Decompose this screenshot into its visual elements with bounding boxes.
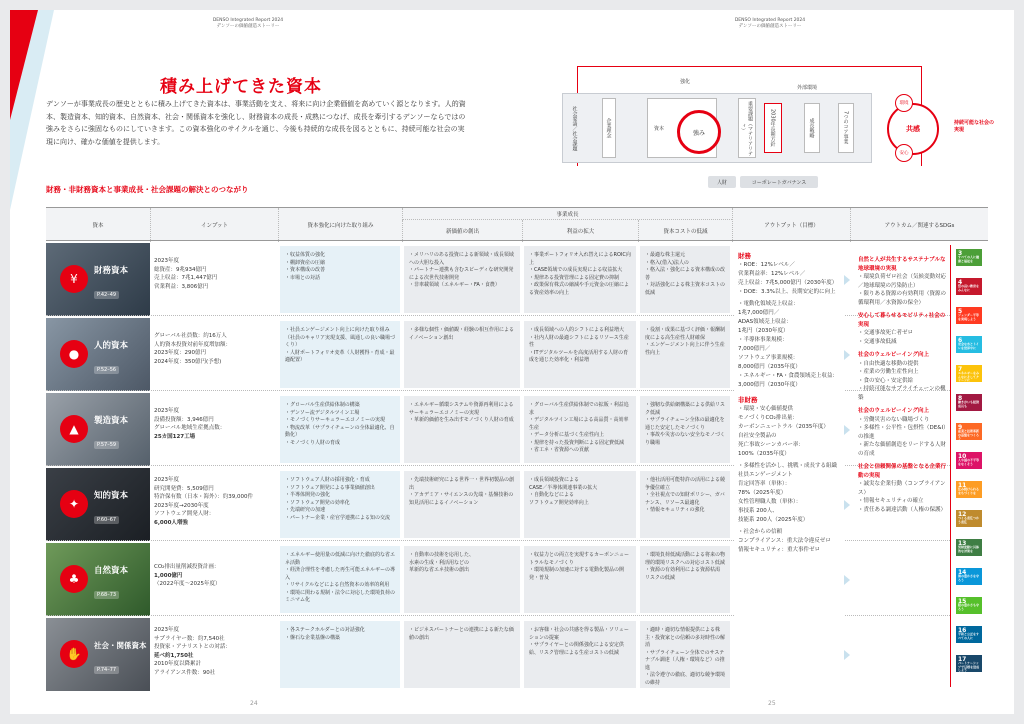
value-creation-diagram: [562, 48, 1002, 198]
sdg-label: つくる責任つかう責任: [958, 516, 980, 524]
sdg-goal-icon: [956, 655, 982, 672]
intro-paragraph: デンソーが事業成長の歴史とともに積み上げてきた資本は、事業活動を支え、将来に向け企業価値を高めていく源となります。人的資本、製造資本、知的資本、自然資本、社会・関係資本を強化し、財務資本の成長・成熟につなげ、成長を牽引するデンソーならではの強みをさらに強固なものにしていきます。この資本強化のサイクルを通じ、今後も持続的な成長を図るとともに、持続可能な社会の実現に向け、確かな価値を提供します。: [46, 100, 466, 146]
sdg-number: 15: [958, 598, 967, 605]
input-line: 営業利益：3,806億円: [154, 283, 209, 290]
effort-cell: ・社員エンゲージメント向上に向けた取り組み（社員のキャリア実現支援、風通しの良い職場づくり） ・人財ポートフォリオ変革（人財獲得・育成・最適配置）: [280, 321, 400, 388]
header-new-value: 新価値の創出: [402, 220, 522, 242]
page-number-left: 24: [250, 700, 258, 707]
capital-image: [46, 543, 150, 616]
input-line: 25カ国127工場: [154, 433, 196, 440]
row-divider: [46, 615, 988, 616]
social-issues-box: 社会要請／社会課題: [568, 98, 582, 158]
outcome-item: ・限りある資源の有効利用（資源の循環利用／水資源の保全）: [858, 291, 947, 306]
sdg-number: 7: [958, 366, 963, 373]
target-line: 100%（2035年度）: [738, 451, 790, 457]
sdg-goal-icon: [956, 452, 982, 469]
plan-box: 2030年長期方針: [764, 103, 782, 153]
target-line: 1兆円（2030年度）: [738, 328, 789, 334]
sdg-number: 9: [958, 424, 963, 431]
sdg-goal-icon: [956, 510, 982, 527]
outcome-item: ・産業の労働生産性向上: [858, 369, 919, 375]
cost-cell: ・強靭な供給網構築による供給リスク低減 ・サプライチェーン全体の最適化を通じた安定したモノづくり ・事故や災害のない安全なモノづくり職場: [640, 396, 730, 463]
profit-cell: ・成長領域への人的シフトによる利益増大 ・社内人財の最適シフトによるリソース生産性 ・ITデジタルツールを高度活用する人財の育成を通じた効率化・利益増: [524, 321, 636, 388]
target-line: コンプライアンス：重大法令違反ゼロ: [738, 538, 831, 544]
cost-cell: ・最適な株主還元 ・格入(借入)法人の ・格入法・強化による資本構成の改善 ・対話強化による株主資本コストの低減: [640, 246, 730, 313]
new-value-cell: ・先端技術研究による世界一・世界初製品の創出 ・アカデミア・サイエンスの先端・基盤技術の知見活用によるイノベーション: [404, 471, 520, 538]
new-value-cell: ・ビジネスパートナーとの連携による新たな価値の創出: [404, 621, 520, 688]
input-line: 1,000億円: [154, 572, 183, 579]
capital-table: [46, 207, 988, 693]
target-line: 情報セキュリティ：重大事件ゼロ: [738, 547, 820, 553]
flow-arrow: [844, 575, 850, 585]
financial-heading: 財務: [738, 252, 751, 260]
environment-circle: 環境: [895, 94, 913, 112]
sdg-goal-icon: [956, 626, 982, 643]
new-value-cell: ・多様な個性・価値観・経験の相互作用による イノベーション創出: [404, 321, 520, 388]
section-title: 財務・非財務資本と事業成長・社会課題の解決とのつながり: [46, 185, 249, 194]
input-line: アライアンス件数：90社: [154, 669, 216, 676]
capital-name: 社会・関係資本: [94, 641, 147, 650]
outcome-title: 社会と信頼関係の基盤となる企業行動の実現: [858, 464, 947, 479]
nonfinancial-targets: [738, 405, 840, 555]
coins-icon: ¥: [60, 265, 88, 293]
input-line: サプライヤー数：約7,540社: [154, 635, 225, 642]
target-line: 7,000億円／: [738, 346, 771, 352]
outcome-item: ・環境負荷ゼロ社会（気候変動対応／地球環境の汚染防止）: [858, 274, 947, 289]
sdg-goal-icon: [956, 249, 982, 266]
target-line: 営業利益率：12%レベル／: [738, 271, 806, 277]
people-pill: 人財: [708, 176, 736, 188]
capital-image: [46, 618, 150, 691]
target-line: 3,000億円（2030年度）: [738, 382, 801, 388]
flow-arrow: [844, 275, 850, 285]
corner-decoration-red: [10, 10, 38, 120]
sdg-number: 12: [958, 511, 967, 518]
target-line: ・ROE：12%レベル／: [738, 262, 795, 268]
sdg-number: 5: [958, 308, 963, 315]
page-reference-link[interactable]: P.60–67: [94, 516, 119, 524]
header-right-section: デンソーの価値創造ストーリー: [738, 24, 802, 29]
capital-name: 財務資本: [94, 266, 129, 276]
sdg-number: 11: [958, 482, 967, 489]
report-spread: [10, 10, 1014, 714]
header-left-section: デンソーの価値創造ストーリー: [216, 24, 280, 29]
header-right-report-name: DENSO Integrated Report 2024: [734, 18, 806, 23]
target-line: ソフトウェア事業規模：: [738, 355, 799, 361]
input-line: 人的資本投資対前年度増加額：: [154, 341, 232, 348]
sdg-number: 3: [958, 250, 963, 257]
row-divider: [46, 540, 988, 541]
row-divider: [46, 465, 988, 466]
sdg-label: 海の豊かさを守ろう: [958, 574, 980, 582]
capital-box: 資本: [647, 98, 717, 158]
row-divider: [46, 315, 988, 316]
cost-cell: ・役割・成果に基づく評価・報酬制度による高生産性人財確保 ・エンゲージメント向上に伴う生産性向上: [640, 321, 730, 388]
target-line: ・環境・安心価値提供: [738, 406, 794, 412]
sdg-goal-icon: [956, 539, 982, 556]
input-line: ソフトウェア開発人財：: [154, 511, 215, 517]
sdg-number: 17: [958, 656, 967, 663]
sdg-label: 人や国の不平等をなくそう: [958, 458, 980, 466]
sdg-goal-icon: [956, 423, 982, 440]
target-line: 技能系 200人（2025年度）: [738, 517, 809, 523]
outcome-column: [854, 242, 952, 690]
outcome-item: ・自由快適な移動の提供: [858, 360, 919, 367]
input-line: 2023年度: [154, 408, 179, 414]
financial-targets: [738, 261, 840, 390]
cost-cell: ・環境負荷低減活動による将来の物理的環境リスクへの対応コスト低減 ・資源の有効利用による資源枯渇リスクの低減: [640, 546, 730, 613]
handshake-icon: ✋: [60, 640, 88, 668]
outcome-item: ・責任ある調達活動（人権の保護）: [858, 506, 947, 513]
effort-cell: ・収益体質の強化 ・棚卸資産の圧縮 ・資本構成の改善 ・市場との対話: [280, 246, 400, 313]
target-line: 死亡事故シーンカバー率：: [738, 442, 804, 448]
capital-image: [46, 393, 150, 466]
outcome-item: ・交通事故死亡者ゼロ: [858, 330, 914, 336]
target-line: 売上収益：7兆5,000億円（2030年度）: [738, 280, 838, 286]
outcome-item: ・交通事故低減: [858, 338, 897, 345]
target-line: 自社安全製品の: [738, 433, 777, 439]
flow-arrow: [844, 650, 850, 660]
external-env-label: 外部環境: [797, 85, 818, 91]
sustainable-society-label: 持続可能な社会の実現: [954, 120, 995, 133]
sdg-number: 14: [958, 569, 967, 576]
input-line: 総資産：9兆934億円: [154, 266, 207, 273]
input-line: 2010年度以降累計: [154, 661, 201, 667]
input-line: グローバル地域生産拠点数：: [154, 425, 226, 431]
target-line: 事技系 200人、: [738, 508, 778, 514]
input-line: 売上収益：7兆1,447億円: [154, 275, 218, 281]
nonfinancial-heading: 非財務: [738, 396, 758, 404]
input-line: 延べ約1,750社: [154, 652, 194, 659]
sdg-label: 気候変動に具体的な対策を: [958, 545, 980, 553]
sdg-label: エネルギーをみんなにそしてクリーンに: [958, 371, 980, 382]
sdg-goal-icon: [956, 568, 982, 585]
header-cost: 資本コストの低減: [638, 220, 732, 242]
target-line: ・DOE：3.3%以上、長期安定的に向上: [738, 289, 836, 295]
input-line: 2023年度→2030年度: [154, 502, 209, 509]
tree-icon: ♣: [60, 565, 88, 593]
sdg-number: 10: [958, 453, 967, 460]
sdg-number: 6: [958, 337, 963, 344]
header-profit: 利益の拡大: [522, 220, 638, 242]
new-value-cell: ・自動車の技術を応用した、 水素の生成・利活用などの 革新的な省エネ技術の創出: [404, 546, 520, 613]
outcome-title: 安心して暮らせるモビリティ社会の実現: [858, 313, 946, 328]
flow-arrow: [844, 500, 850, 510]
output-column: [734, 242, 844, 690]
sdg-goal-icon: [956, 336, 982, 353]
input-line: 2024年度：350億円(予想): [154, 358, 222, 365]
input-line: 研究開発費：5,509億円: [154, 485, 214, 492]
page-reference-link[interactable]: P.52–56: [94, 366, 119, 374]
effort-cell: ・グローバル生産供給体制の構築 ・デンソー流デジタルツイン工場 ・モノづくりサーキュラーエコノミーの実現 ・物流改革（サプライチェーンの全体最適化、自動化） ・モノづくり人財の育成: [280, 396, 400, 463]
input-line: （2022年度〜2025年度）: [154, 581, 221, 587]
cost-cell: ・他社活用可能特許の活用による競争優位確立 ・全社視点での知財ポリシー、ガバナンス、リソース最適化 ・情報セキュリティの強化: [640, 471, 730, 538]
input-line: 2023年度: [154, 477, 179, 483]
input-line: 2023年度：290億円: [154, 350, 206, 356]
page-reference-link[interactable]: P.74–77: [94, 666, 119, 674]
outcome-item: ・多様性・公平性・包摂性（DE&I）の推進: [858, 425, 946, 440]
target-line: 8,000億円（2035年度）: [738, 364, 801, 370]
target-line: ・多様性を活かし、挑戦・成長する組織: [738, 463, 838, 469]
header-effort: 資本強化に向けた取り組み: [278, 208, 402, 242]
outcome-item: ・情報セキュリティの確立: [858, 498, 924, 504]
capital-image: [46, 468, 150, 541]
table-header: [46, 207, 988, 241]
target-line: ・電動化領域売上収益：: [738, 301, 799, 307]
capital-name: 人的資本: [94, 341, 129, 351]
sdg-number: 13: [958, 540, 967, 547]
header-right: [710, 18, 830, 30]
sdg-goal-icon: [956, 481, 982, 498]
outcome-item: ・新たな価値創造をリードする人財の育成: [858, 442, 946, 457]
input-cell: [154, 393, 278, 466]
sdg-label: 陸の豊かさも守ろう: [958, 603, 980, 611]
outcome-item: ・労働災害のない職場づくり: [858, 416, 930, 423]
profit-cell: ・成長領域投資による CASE／半導体関連事業の拡大 ・自動化などによる ソフトウェア開発効率向上: [524, 471, 636, 538]
target-line: 肯定回答率（単体）：: [738, 481, 791, 487]
input-line: 2023年度: [154, 627, 179, 633]
safety-circle: 安心: [895, 144, 913, 162]
sdg-label: パートナーシップで目標を達成しよう: [958, 661, 980, 672]
row-divider: [46, 390, 988, 391]
sdg-goal-icon: [956, 278, 982, 295]
sdg-number: 4: [958, 279, 963, 286]
target-line: 社員エンゲージメント: [738, 472, 793, 478]
sdg-goal-icon: [956, 307, 982, 324]
header-output: アウトプット（目標）: [732, 208, 850, 242]
sdg-goal-icon: [956, 394, 982, 411]
capital-name: 製造資本: [94, 416, 129, 426]
input-cell: [154, 468, 278, 541]
header-left: [188, 18, 308, 30]
flow-arrow: [844, 350, 850, 360]
outcome-title: 社会のウェルビーイング向上: [858, 408, 929, 414]
target-line: 78%（2025年度）: [738, 490, 787, 496]
target-line: カーボンニュートラル（2035年度）: [738, 424, 829, 430]
new-value-cell: ・メリハリのある投資による新領域・成長領域への大胆な投入 ・パートナー連携も含むスピーディな研究開発による次世代技術開発 ・非車載領域（エネルギー・FA・食農）: [404, 246, 520, 313]
target-line: ・エネルギー・FA・食農領域売上収益：: [738, 373, 838, 379]
sdg-label: 平和と公正をすべての人に: [958, 632, 980, 640]
page-reference-link[interactable]: P.42–49: [94, 291, 119, 299]
page-number-right: 25: [768, 700, 776, 707]
sdg-goal-icon: [956, 365, 982, 382]
header-input: インプット: [150, 208, 278, 242]
effort-cell: ・エネルギー使用量の低減に向けた徹底的な省エネ活動 ・経済合理性を考慮した再生可能エネルギーの導入 ・リサイクルなどによる自然資本の効率的利用 ・環境に関わる規制・法令に対応した環境負荷のミニマム化: [280, 546, 400, 613]
philosophy-box: 企業理念: [602, 98, 616, 158]
outcome-title: 自然と人が共生するサステナブルな地球環境の実現: [858, 257, 946, 272]
materiality-box: 重要課題（マテリアリティ）: [738, 98, 756, 158]
header-capital: 資本: [92, 223, 104, 229]
sdg-number: 8: [958, 395, 963, 402]
new-value-cell: ・エネルギー循環システムや資源再利用による サーキュラーエコノミーの実現 ・革新的価値を生み出すモノづくり人財の育成: [404, 396, 520, 463]
sdg-label: 産業と技術革新の基盤をつくろう: [958, 429, 980, 440]
cost-cell: ・適時・適切な情報提供による株主・投資家との信頼の多対時性の解消 ・サプライチェーン全体でのサステナブル調達（人権・環境など）の推進 ・法令遵守の徹底、適切な競争環境の維持: [640, 621, 730, 688]
input-line: 2023年度: [154, 258, 179, 264]
capital-name: 自然資本: [94, 566, 129, 576]
person-icon: ●: [60, 340, 88, 368]
sdg-label: 安全な水とトイレを世界中に: [958, 342, 979, 350]
target-line: 1兆7,000億円／: [738, 310, 780, 316]
input-line: 投資家・アナリストとの対話：: [154, 644, 231, 650]
profit-cell: ・お客様・社会の共感を得る製品・ソリューションの提案 ・サプライヤーとの関係強化による安定供給、リスク管理による生産コストの低減: [524, 621, 636, 688]
input-cell: [154, 618, 278, 691]
input-line: 特許保有数（日本・海外）：約39,000件: [154, 494, 253, 500]
capital-image: [46, 243, 150, 316]
outcome-title: 社会のウェルビーイング向上: [858, 352, 929, 358]
sdg-label: 働きがいも経済成長も: [958, 400, 980, 408]
strength-circle: 強み: [677, 110, 721, 154]
sdg-icon-column: [950, 245, 988, 687]
outcome-item: ・持続可能なサプライチェーンの構築: [858, 386, 946, 401]
input-line: 設備投資額：3,946億円: [154, 416, 214, 423]
target-line: ・社会からの信頼: [738, 529, 783, 535]
header-outcome: アウトカム／関連するSDGs: [850, 208, 988, 242]
header-left-report-name: DENSO Integrated Report 2024: [212, 18, 284, 23]
outcome-item: ・食の安心・安定供給: [858, 377, 914, 384]
capital-image: [46, 318, 150, 391]
sdg-label: すべての人に健康と福祉を: [958, 255, 979, 263]
target-line: モノづくりCO₂排出量：: [738, 415, 798, 421]
profit-cell: ・事業ポートフォリオ入れ替えによるROIC向上 ・CASE領域での成長実現による収益拡大 ・規律ある投資管理による固定費の抑制 ・政策保有株式の縮減や手元資金の圧縮による資産効率の向上: [524, 246, 636, 313]
governance-pill: コーポレートガバナンス: [740, 176, 818, 188]
profit-cell: ・グローバル生産供給体制での拡販・利益追求 ・デジタルツイン工場による高品質・高効率生産 ・データ分析に基づく生産性向上 ・規律を持った投資判断による固定費低減 ・省工ネ・省資源への貢献: [524, 396, 636, 463]
flow-arrow: [844, 425, 850, 435]
input-line: 6,000人増強: [154, 519, 188, 526]
sdg-label: ジェンダー平等を実現しよう: [958, 313, 979, 321]
sdg-label: 住み続けられるまちづくりを: [958, 487, 980, 495]
effort-cell: ・各ステークホルダーとの対話強化 ・盤石な企業基盤の構築: [280, 621, 400, 688]
outcome-item: ・誠実な企業行動（コンプライアンス）: [858, 481, 946, 496]
page-title: 積み上げてきた資本: [160, 77, 322, 97]
input-cell: [154, 543, 278, 616]
strengthen-label: 強化: [680, 79, 691, 85]
factory-icon: ▲: [60, 415, 88, 443]
capital-name: 知的資本: [94, 491, 129, 501]
target-line: ADAS領域売上収益：: [738, 319, 792, 325]
lightbulb-icon: ✦: [60, 490, 88, 518]
strategy-box: 成長戦略: [804, 103, 820, 153]
effort-cell: ・ソフトウェア人財の採用強化・育成 ・ソフトウェア開発による事業価値創出 ・半導体開発の強化 ・ソフトウェア開発の効率化 ・先端研究の加速 ・パートナー企業・産官学連携による知の交流: [280, 471, 400, 538]
input-cell: [154, 318, 278, 391]
input-line: CO₂排出量削減投資計画：: [154, 564, 220, 570]
profit-cell: ・収益力との両立を実現するカーボンニュートラルなモノづくり ・環境規制の加速に対する電動化製品の開発・普及: [524, 546, 636, 613]
input-cell: [154, 243, 278, 316]
core-business-box: 7つのコア事業: [838, 103, 854, 153]
target-line: 女性管理職人数（単体）：: [738, 499, 802, 505]
input-line: グローバル社員数：約16万人: [154, 333, 227, 339]
target-line: ・半導体事業規模：: [738, 337, 788, 343]
kyokan-circle: 共感: [887, 103, 939, 155]
page-reference-link[interactable]: P.68–73: [94, 591, 119, 599]
sdg-number: 16: [958, 627, 967, 634]
sdg-goal-icon: [956, 597, 982, 614]
header-growth: 事業成長: [402, 208, 732, 220]
sdg-label: 質の高い教育をみんなに: [958, 284, 980, 292]
page-reference-link[interactable]: P.57–59: [94, 441, 119, 449]
